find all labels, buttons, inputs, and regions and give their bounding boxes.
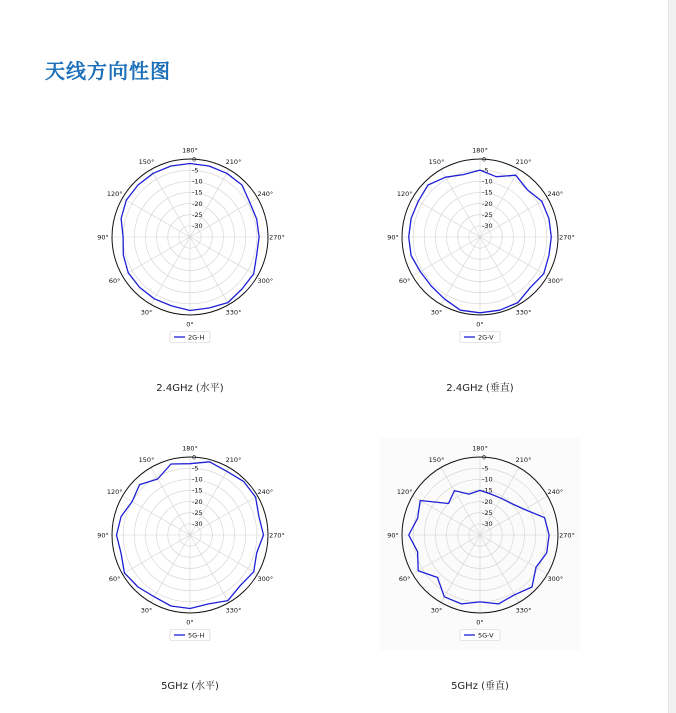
angle-tick-label: 270° [269,531,285,540]
radial-tick-label: -30 [482,222,493,231]
radial-tick-label: -10 [482,177,493,186]
angular-grid-line [151,535,190,603]
angle-tick-label: 90° [387,531,399,540]
chart-caption-2g-h: 2.4GHz (水平) [156,383,224,394]
angular-grid-line [190,237,229,305]
angular-grid-line [190,535,258,574]
angular-grid-line [441,237,480,305]
angle-tick-label: 120° [396,487,413,496]
angular-grid-line [122,535,190,574]
angular-grid-line [441,467,480,535]
polar-chart-5g-h [90,438,290,650]
angle-tick-label: 210° [225,157,242,166]
vertical-scrollbar[interactable] [668,0,676,713]
radial-tick-label: -25 [192,211,203,220]
radial-tick-label: -20 [192,199,203,208]
angular-grid-line [151,169,190,237]
angle-tick-label: 60° [108,574,121,583]
radial-tick-label: -20 [482,497,493,506]
angle-tick-label: 300° [547,574,564,583]
angle-tick-label: 30° [140,606,153,615]
angle-tick-label: 210° [515,157,532,166]
radial-tick-label: -10 [192,475,203,484]
angle-tick-label: 60° [398,574,411,583]
radial-tick-label: -10 [192,177,203,186]
chart-caption-2g-v: 2.4GHz (垂直) [446,383,514,394]
angle-tick-label: 0° [476,618,484,627]
polar-chart-svg [380,140,580,352]
angular-grid-line [190,237,258,276]
angle-tick-label: 0° [476,320,484,329]
radial-tick-label: -25 [482,211,493,220]
angle-tick-label: 270° [559,531,575,540]
angle-tick-label: 150° [428,455,445,464]
radial-tick-label: 0 [192,155,197,164]
radial-tick-label: -25 [482,509,493,518]
radial-tick-label: -30 [192,520,203,529]
radial-tick-label: 0 [192,453,197,462]
angle-tick-label: 60° [108,276,121,285]
legend-label: 2G-H [188,333,205,342]
legend-label: 2G-V [478,333,494,342]
legend-label: 5G-H [188,631,205,640]
angular-grid-line [480,535,548,574]
angle-tick-label: 180° [472,444,488,453]
angular-grid-line [480,237,548,276]
radial-tick-label: -10 [482,475,493,484]
radial-tick-label: -5 [482,464,489,473]
radial-tick-label: -30 [482,520,493,529]
angle-tick-label: 330° [225,308,242,317]
angle-tick-label: 330° [515,308,532,317]
angular-grid-line [480,237,519,305]
polar-chart-svg [90,438,290,650]
chart-caption-5g-v: 5GHz (垂直) [451,681,509,692]
radial-tick-label: -5 [482,166,489,175]
angle-tick-label: 0° [186,320,194,329]
angular-grid-line [190,535,229,603]
angular-grid-line [412,237,480,276]
angle-tick-label: 240° [547,189,564,198]
angle-tick-label: 270° [559,233,575,242]
angle-tick-label: 180° [182,146,198,155]
angle-tick-label: 300° [257,574,274,583]
radial-tick-label: -30 [192,222,203,231]
legend-label: 5G-V [478,631,494,640]
polar-chart-5g-v [380,438,580,650]
radial-tick-label: -20 [192,497,203,506]
radial-tick-label: 0 [482,453,487,462]
angular-grid-line [441,535,480,603]
radial-tick-label: -15 [192,188,203,197]
angle-tick-label: 30° [140,308,153,317]
angle-tick-label: 330° [515,606,532,615]
angle-tick-label: 30° [430,606,443,615]
angle-tick-label: 210° [515,455,532,464]
angle-tick-label: 120° [396,189,413,198]
angular-grid-line [441,169,480,237]
angle-tick-label: 30° [430,308,443,317]
radial-tick-label: 0 [482,155,487,164]
angle-tick-label: 210° [225,455,242,464]
angle-tick-label: 90° [97,531,109,540]
polar-chart-svg [380,438,580,650]
angle-tick-label: 90° [387,233,399,242]
angular-grid-line [412,496,480,535]
polar-chart-svg [90,140,290,352]
radial-tick-label: -15 [482,188,493,197]
angular-grid-line [122,237,190,276]
angle-tick-label: 60° [398,276,411,285]
angular-grid-line [151,237,190,305]
page-title: 天线方向性图 [45,59,171,83]
angle-tick-label: 240° [547,487,564,496]
radial-tick-label: -25 [192,509,203,518]
radial-tick-label: -15 [192,486,203,495]
angle-tick-label: 180° [182,444,198,453]
angular-grid-line [412,535,480,574]
angle-tick-label: 330° [225,606,242,615]
chart-caption-5g-h: 5GHz (水平) [161,681,219,692]
angle-tick-label: 150° [138,157,155,166]
angular-grid-line [122,198,190,237]
radial-tick-label: -15 [482,486,493,495]
polar-chart-2g-v [380,140,580,352]
angle-tick-label: 240° [257,189,274,198]
angular-grid-line [151,467,190,535]
angle-tick-label: 150° [428,157,445,166]
angle-tick-label: 120° [106,487,123,496]
radial-tick-label: -5 [192,464,199,473]
angle-tick-label: 270° [269,233,285,242]
angle-tick-label: 150° [138,455,155,464]
angle-tick-label: 90° [97,233,109,242]
angle-tick-label: 180° [472,146,488,155]
angle-tick-label: 300° [257,276,274,285]
radial-tick-label: -20 [482,199,493,208]
radial-tick-label: -5 [192,166,199,175]
angle-tick-label: 120° [106,189,123,198]
angular-grid-line [412,198,480,237]
angle-tick-label: 240° [257,487,274,496]
angular-grid-line [480,535,519,603]
angle-tick-label: 0° [186,618,194,627]
polar-chart-2g-h [90,140,290,352]
angle-tick-label: 300° [547,276,564,285]
